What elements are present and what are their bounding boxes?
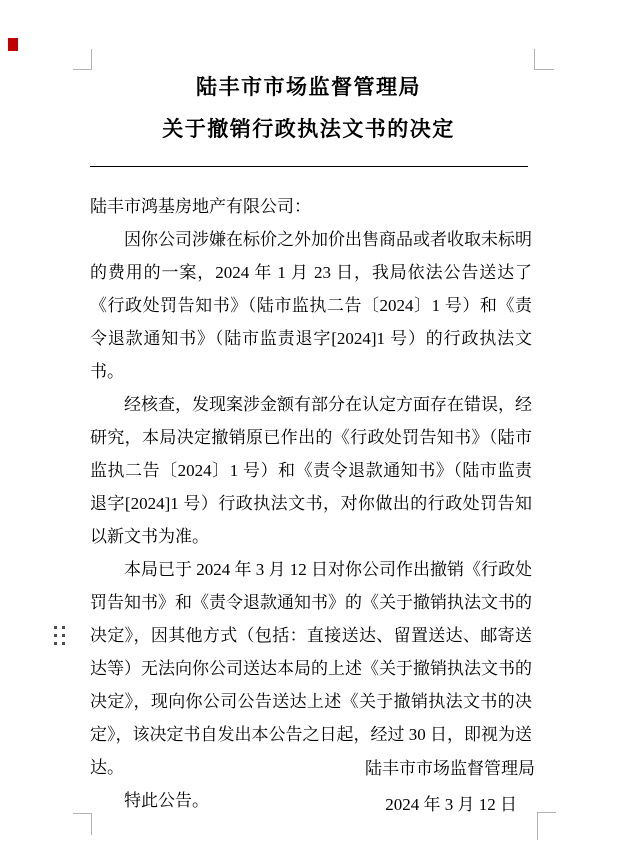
document-title — [0, 66, 617, 150]
title-divider — [90, 166, 528, 167]
red-marker-icon — [8, 38, 18, 51]
document-title-line1: 陆丰市市场监督管理局 — [196, 75, 421, 99]
drag-handle-icon — [54, 626, 65, 645]
signature-date: 2024 年 3 月 12 日 — [385, 795, 517, 814]
paragraph-list — [90, 223, 532, 817]
crop-mark-bottom-right-vertical — [537, 812, 538, 840]
paragraph: 因你公司涉嫌在标价之外加价出售商品或者收取未标明的费用的一案，2024 年 1 月 23 日，我局依法公告送达了《行政处罚告知书》（陆市监执二告〔2024〕1 号）和《责令退款通知书》（陆市监责退字[2024]1 号）的行政执法文书。 — [90, 230, 532, 381]
paragraph: 特此公告。 — [124, 791, 209, 810]
paragraph: 本局已于 2024 年 3 月 12 日对你公司作出撤销《行政处罚告知书》和《责令退款通知书》的《关于撤销执法文书的决定》，因其他方式（包括：直接送达、留置送达、邮寄送达等）无法向你公司送达本局的上述《关于撤销执法文书的决定》，现向你公司公告送达上述《关于撤销执法文书的决定》，该决定书自发出本公告之日起，经过 30 日，即视为送达。 — [90, 560, 532, 777]
crop-mark-bottom-right-horizontal — [537, 812, 556, 813]
paragraph: 经核查，发现案涉金额有部分在认定方面存在错误，经研究，本局决定撤销原已作出的《行政处罚告知书》（陆市监执二告〔2024〕1 号）和《责令退款通知书》（陆市监责退字[2024]1 号）行政执法文书，对你做出的行政处罚告知以新文书为准。 — [90, 395, 532, 546]
document-title-line2: 关于撤销行政执法文书的决定 — [162, 117, 455, 141]
document-body — [90, 190, 532, 817]
salutation: 陆丰市鸿基房地产有限公司： — [90, 197, 311, 216]
signature-agency: 陆丰市市场监督管理局 — [365, 759, 535, 778]
